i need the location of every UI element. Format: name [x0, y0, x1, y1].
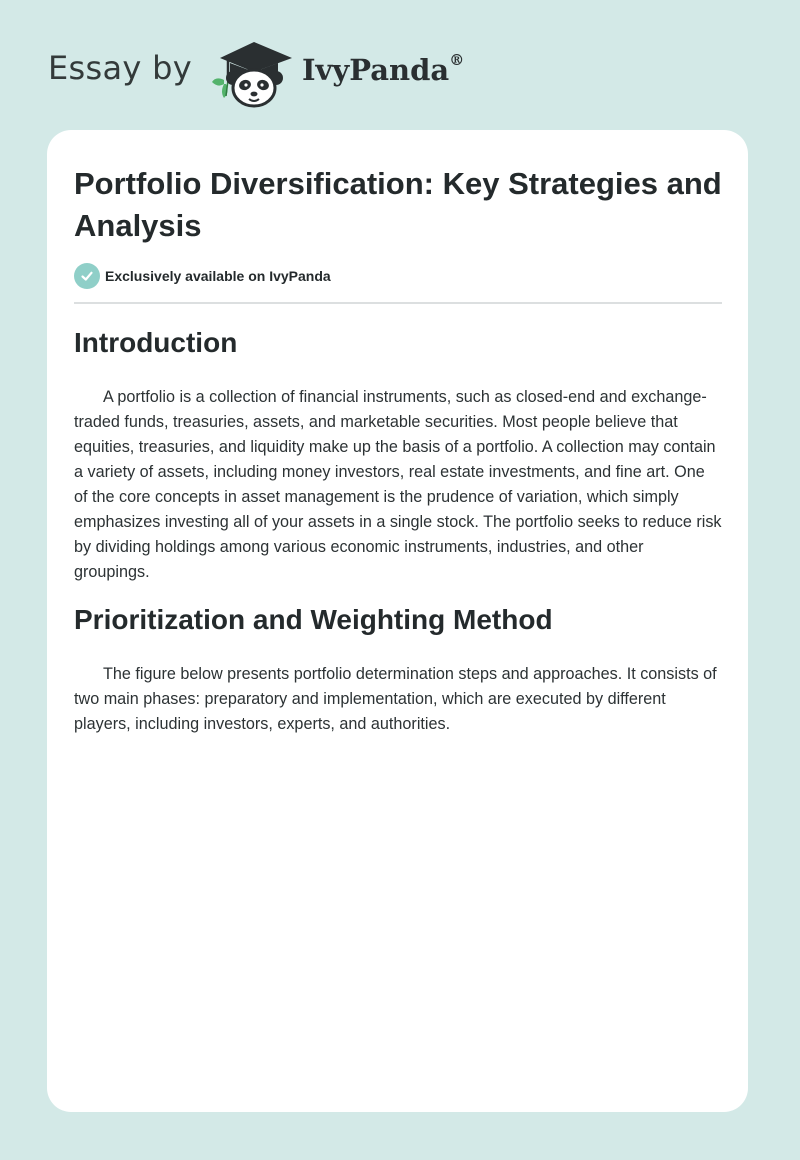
section-body-introduction: A portfolio is a collection of financial instruments, such as closed-end and exchange-traded funds, treasuries, assets, and marketable securities. Most people believe that equities, treasuries, and liquidity make up the basis of a portfolio. A collection may contain a variety of assets, including money investors, real estate investments, and fine art. One of the core concepts in asset management is the prudence of variation, which simply emphasizes investing all of your assets in a single stock. The portfolio seeks to reduce risk by dividing holdings among various economic instruments, industries, and other groupings.	[74, 388, 722, 581]
section-heading-introduction: Introduction	[74, 327, 238, 358]
check-circle-icon	[74, 263, 100, 289]
site-header	[48, 36, 464, 108]
exclusive-notice	[74, 263, 331, 289]
section-body-prioritization: The figure below presents portfolio determination steps and approaches. It consists of two main phases: preparatory and implementation, which are executed by different players, including investors, experts, and authorities.	[74, 665, 717, 733]
section-heading-prioritization: Prioritization and Weighting Method	[74, 604, 553, 635]
title-divider	[74, 302, 722, 304]
registered-mark: ®	[449, 51, 465, 70]
exclusive-label: Exclusively available on IvyPanda	[105, 268, 331, 284]
panda-graduate-icon	[206, 36, 298, 108]
essay-by-label: Essay by	[48, 49, 192, 87]
essay-title: Portfolio Diversification: Key Strategies and Analysis	[74, 166, 722, 243]
essay-card	[47, 130, 748, 1112]
brand-name: IvyPanda®	[301, 51, 465, 87]
ivypanda-logo-link[interactable]	[206, 36, 464, 108]
